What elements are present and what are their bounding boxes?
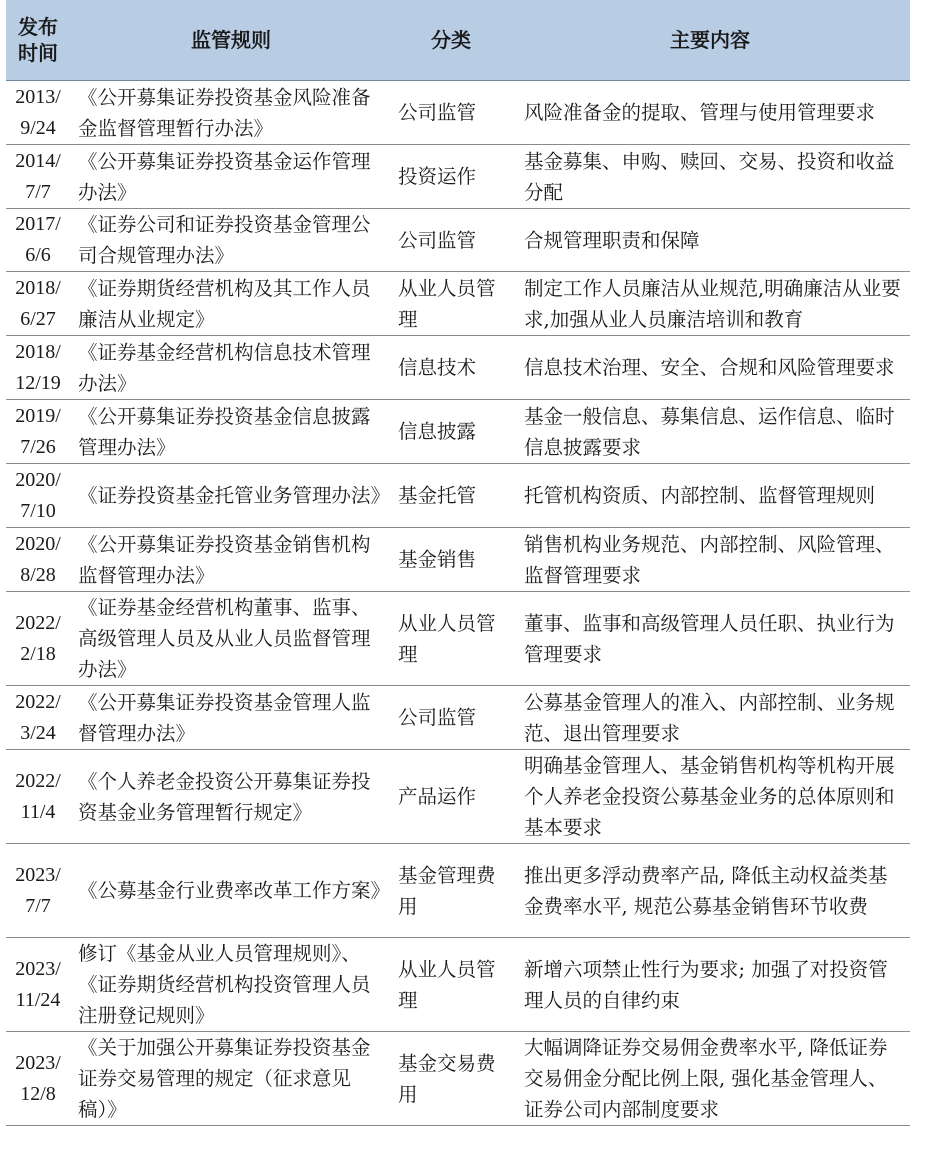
content-cell: 大幅调降证券交易佣金费率水平, 降低证券交易佣金分配比例上限, 强化基金管理人、证券公司内部制度要求 bbox=[510, 1032, 910, 1126]
date-cell: 2017/ 6/6 bbox=[6, 209, 70, 272]
category-cell: 基金托管 bbox=[392, 464, 510, 528]
content-cell: 基金一般信息、募集信息、运作信息、临时信息披露要求 bbox=[510, 400, 910, 464]
regulation-table bbox=[6, 0, 910, 1126]
category-cell: 产品运作 bbox=[392, 750, 510, 844]
rule-cell: 《公开募集证券投资基金运作管理办法》 bbox=[70, 145, 392, 209]
date-cell: 2018/ 12/19 bbox=[6, 336, 70, 400]
rule-cell: 《公开募集证券投资基金销售机构监督管理办法》 bbox=[70, 528, 392, 592]
rule-cell: 《证券基金经营机构董事、监事、高级管理人员及从业人员监督管理办法》 bbox=[70, 592, 392, 686]
table-row bbox=[6, 844, 910, 938]
content-cell: 托管机构资质、内部控制、监督管理规则 bbox=[510, 464, 910, 528]
date-cell: 2022/ 3/24 bbox=[6, 686, 70, 750]
date-cell: 2020/ 8/28 bbox=[6, 528, 70, 592]
table-row bbox=[6, 528, 910, 592]
table-row bbox=[6, 464, 910, 528]
rule-cell: 《公募基金行业费率改革工作方案》 bbox=[70, 844, 392, 938]
content-cell: 销售机构业务规范、内部控制、风险管理、监督管理要求 bbox=[510, 528, 910, 592]
rule-cell: 《关于加强公开募集证券投资基金证券交易管理的规定（征求意见稿）》 bbox=[70, 1032, 392, 1126]
category-cell: 信息技术 bbox=[392, 336, 510, 400]
header-date: 发布 时间 bbox=[6, 0, 70, 81]
rule-cell: 《个人养老金投资公开募集证券投资基金业务管理暂行规定》 bbox=[70, 750, 392, 844]
category-cell: 信息披露 bbox=[392, 400, 510, 464]
category-cell: 基金交易费用 bbox=[392, 1032, 510, 1126]
date-cell: 2023/ 12/8 bbox=[6, 1032, 70, 1126]
table-row bbox=[6, 938, 910, 1032]
table-header-row bbox=[6, 0, 910, 81]
date-cell: 2023/ 11/24 bbox=[6, 938, 70, 1032]
date-cell: 2013/ 9/24 bbox=[6, 81, 70, 145]
table-row bbox=[6, 336, 910, 400]
category-cell: 基金销售 bbox=[392, 528, 510, 592]
content-cell: 风险准备金的提取、管理与使用管理要求 bbox=[510, 81, 910, 145]
category-cell: 投资运作 bbox=[392, 145, 510, 209]
table-row bbox=[6, 686, 910, 750]
content-cell: 信息技术治理、安全、合规和风险管理要求 bbox=[510, 336, 910, 400]
date-cell: 2023/ 7/7 bbox=[6, 844, 70, 938]
table-row bbox=[6, 209, 910, 272]
content-cell: 基金募集、申购、赎回、交易、投资和收益分配 bbox=[510, 145, 910, 209]
rule-cell: 《证券基金经营机构信息技术管理办法》 bbox=[70, 336, 392, 400]
content-cell: 公募基金管理人的准入、内部控制、业务规范、退出管理要求 bbox=[510, 686, 910, 750]
category-cell: 公司监管 bbox=[392, 686, 510, 750]
header-rule: 监管规则 bbox=[70, 0, 392, 81]
table-row bbox=[6, 1032, 910, 1126]
rule-cell: 《证券投资基金托管业务管理办法》 bbox=[70, 464, 392, 528]
content-cell: 合规管理职责和保障 bbox=[510, 209, 910, 272]
header-content: 主要内容 bbox=[510, 0, 910, 81]
date-cell: 2020/ 7/10 bbox=[6, 464, 70, 528]
content-cell: 明确基金管理人、基金销售机构等机构开展个人养老金投资公募基金业务的总体原则和基本要求 bbox=[510, 750, 910, 844]
rule-cell: 修订《基金从业人员管理规则》、《证券期货经营机构投资管理人员注册登记规则》 bbox=[70, 938, 392, 1032]
table-row bbox=[6, 145, 910, 209]
date-cell: 2018/ 6/27 bbox=[6, 272, 70, 336]
date-cell: 2022/ 2/18 bbox=[6, 592, 70, 686]
table-row bbox=[6, 272, 910, 336]
content-cell: 董事、监事和高级管理人员任职、执业行为管理要求 bbox=[510, 592, 910, 686]
rule-cell: 《公开募集证券投资基金信息披露管理办法》 bbox=[70, 400, 392, 464]
category-cell: 从业人员管理 bbox=[392, 272, 510, 336]
date-cell: 2014/ 7/7 bbox=[6, 145, 70, 209]
category-cell: 从业人员管理 bbox=[392, 592, 510, 686]
table-row bbox=[6, 592, 910, 686]
content-cell: 制定工作人员廉洁从业规范,明确廉洁从业要求,加强从业人员廉洁培训和教育 bbox=[510, 272, 910, 336]
date-cell: 2022/ 11/4 bbox=[6, 750, 70, 844]
rule-cell: 《公开募集证券投资基金风险准备金监督管理暂行办法》 bbox=[70, 81, 392, 145]
table-row bbox=[6, 400, 910, 464]
rule-cell: 《证券期货经营机构及其工作人员廉洁从业规定》 bbox=[70, 272, 392, 336]
rule-cell: 《证券公司和证券投资基金管理公司合规管理办法》 bbox=[70, 209, 392, 272]
category-cell: 公司监管 bbox=[392, 81, 510, 145]
category-cell: 公司监管 bbox=[392, 209, 510, 272]
content-cell: 新增六项禁止性行为要求; 加强了对投资管理人员的自律约束 bbox=[510, 938, 910, 1032]
category-cell: 从业人员管理 bbox=[392, 938, 510, 1032]
table-row bbox=[6, 81, 910, 145]
content-cell: 推出更多浮动费率产品, 降低主动权益类基金费率水平, 规范公募基金销售环节收费 bbox=[510, 844, 910, 938]
header-category: 分类 bbox=[392, 0, 510, 81]
rule-cell: 《公开募集证券投资基金管理人监督管理办法》 bbox=[70, 686, 392, 750]
table-body bbox=[6, 81, 910, 1126]
date-cell: 2019/ 7/26 bbox=[6, 400, 70, 464]
category-cell: 基金管理费用 bbox=[392, 844, 510, 938]
regulation-table-container bbox=[6, 0, 910, 1126]
table-row bbox=[6, 750, 910, 844]
